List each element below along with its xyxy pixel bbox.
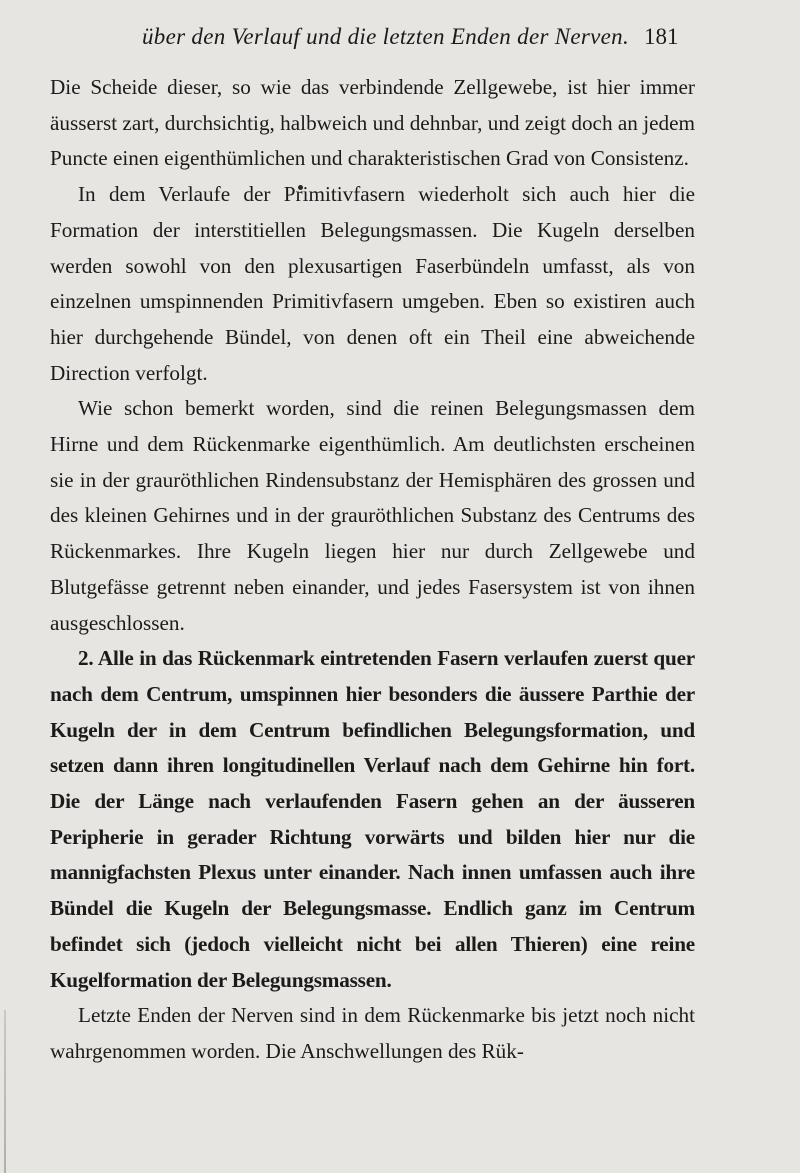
- page-edge-shadow: [4, 1010, 6, 1173]
- paragraph-rueckenmark-fasern: 2. Alle in das Rückenmark eintretenden Fasern verlaufen zuerst quer nach dem Centrum, umspinnen hier besonders die äussere Parthie der Kugeln der in dem Centrum befindlichen Belegungsformation, und setzen dann ihren longitudinellen Verlauf nach dem Gehirne hin fort. Die der Länge nach verlaufenden Fasern gehen an der äusseren Peripherie in gerader Richtung vorwärts und bilden hier nur die mannigfachsten Plexus unter einander. Nach innen umfassen auch ihre Bündel die Kugeln der Belegungsmasse. Endlich ganz im Centrum befindet sich (jedoch vielleicht nicht bei allen Thieren) eine reine Kugelformation der Belegungsmassen.: [50, 646, 695, 992]
- paragraph-scheide: Die Scheide dieser, so wie das verbindende Zellgewebe, ist hier immer äusserst zart, durchsichtig, halbweich und dehnbar, und zeigt doch an jedem Puncte einen eigenthümlichen und charakteristischen Grad von Consistenz.: [50, 75, 695, 171]
- running-title: über den Verlauf und die letzten Enden der Nerven.: [142, 24, 630, 49]
- page-number: 181: [644, 24, 679, 49]
- running-head: [0, 24, 800, 60]
- paragraph-letzte-enden: Letzte Enden der Nerven sind in dem Rückenmarke bis jetzt noch nicht wahrgenommen worden. Die Anschwellungen des Rük-: [50, 1003, 695, 1063]
- body-text: [50, 70, 695, 1070]
- paragraph-belegungsmassen: Wie schon bemerkt worden, sind die reinen Belegungsmassen dem Hirne und dem Rückenmarke eigenthümlich. Am deutlichsten erscheinen sie in der grauröthlichen Rindensubstanz der Hemisphären des grossen und des kleinen Gehirnes und in der grauröthlichen Substanz des Centrums des Rückenmarkes. Ihre Kugeln liegen hier nur durch Zellgewebe und Blutgefässe getrennt neben einander, und jedes Fasersystem ist von ihnen ausgeschlossen.: [50, 396, 695, 635]
- paragraph-primitivfasern: In dem Verlaufe der Primitivfasern wiederholt sich auch hier die Formation der interstitiellen Belegungsmassen. Die Kugeln derselben werden sowohl von den plexusartigen Faserbündeln umfasst, als von einzelnen umspinnenden Primitivfasern umgeben. Eben so existiren auch hier durchgehende Bündel, von denen oft ein Theil eine abweichende Direction verfolgt.: [50, 182, 695, 385]
